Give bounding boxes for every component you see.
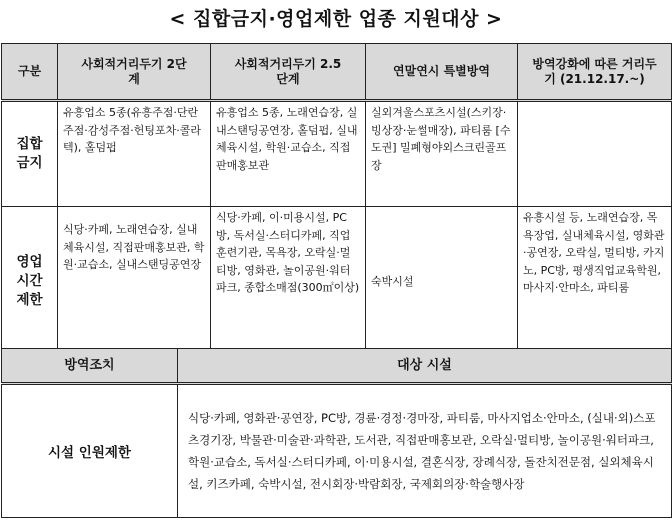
table-cell: 식당·카페, 이·미용시설, PC방, 독서실·스터디카페, 직업훈련기관, 목욕장, 오락실·멀티방, 영화관, 놀이공원·워터파크, 종합소매점(300㎡이상) <box>211 207 366 357</box>
header-text: 대상 시설 <box>397 357 452 373</box>
table-cell: 유흥시설 등, 노래연습장, 목욕장업, 실내체육시설, 영화관·공연장, 오락실, 멀티방, 카지노, PC방, 평생직업교육학원, 마사지·안마소, 파티룸 <box>518 207 672 357</box>
row-label-capacity: 시설 인원제한 <box>2 384 178 518</box>
table-cell: 실외겨울스포츠시설(스키장·빙상장·눈썰매장), 파티룸 [수도권] 밀폐형야외스크린골프장 <box>366 101 518 207</box>
table-cell <box>518 101 672 207</box>
header-measure <box>2 349 178 384</box>
header-facilities <box>178 349 672 384</box>
closure-restriction-table <box>1 43 672 357</box>
header-level2-5 <box>211 44 366 101</box>
table-cell: 식당·카페, 노래연습장, 실내체육시설, 직접판매홍보관, 학원·교습소, 실내스탠딩공연장 <box>58 207 211 357</box>
header-text: 사회적거리두기 2.5단계 <box>234 56 342 86</box>
header-year-end <box>366 44 518 101</box>
header-text: 연말연시 특별방역 <box>393 64 490 78</box>
header-text: 구분 <box>17 64 42 78</box>
table-cell: 숙박시설 <box>366 207 518 357</box>
table-row <box>2 207 672 357</box>
row-label-closure: 집합 금지 <box>2 101 58 207</box>
capacity-limit-table <box>1 348 672 518</box>
table-header-row <box>2 44 672 101</box>
header-text: 사회적거리두기 2단계 <box>81 56 187 86</box>
header-text: 방역강화에 따른 거리두기 (21.12.17.~) <box>532 56 657 86</box>
row-label-hour-limit: 영업 시간 제한 <box>2 207 58 357</box>
header-strengthened <box>518 44 672 101</box>
table-cell: 유흥업소 5종, 노래연습장, 실내스탠딩공연장, 홀덤펍, 실내체육시설, 학원·교습소, 직접판매홍보관 <box>211 101 366 207</box>
table-cell: 유흥업소 5종(유흥주점·단란주점·감성주점·헌팅포차·콜라텍), 홀덤펍 <box>58 101 211 207</box>
table-row <box>2 101 672 207</box>
table-cell: 식당·카페, 영화관·공연장, PC방, 경륜·경정·경마장, 파티룸, 마사지업소·안마소, (실내·외)스포츠경기장, 박물관·미술관·과학관, 도서관, 직접판매홍보관, 오락실·멀티방, 놀이공원·워터파크, 학원·교습소, 독서실·스터디카페, 이·미용시설, 결혼식장, 장례식장, 돌잔치전문점, 실외체육시설, 키즈카페, 숙박시설, 전시회장·박람회장, 국제회의장·학술행사장 <box>178 384 672 518</box>
header-text: 방역조치 <box>64 357 115 373</box>
table-row <box>2 384 672 518</box>
table-header-row <box>2 349 672 384</box>
header-category <box>2 44 58 101</box>
page-title: < 집합금지·영업제한 업종 지원대상 > <box>169 8 503 30</box>
header-level2 <box>58 44 211 101</box>
